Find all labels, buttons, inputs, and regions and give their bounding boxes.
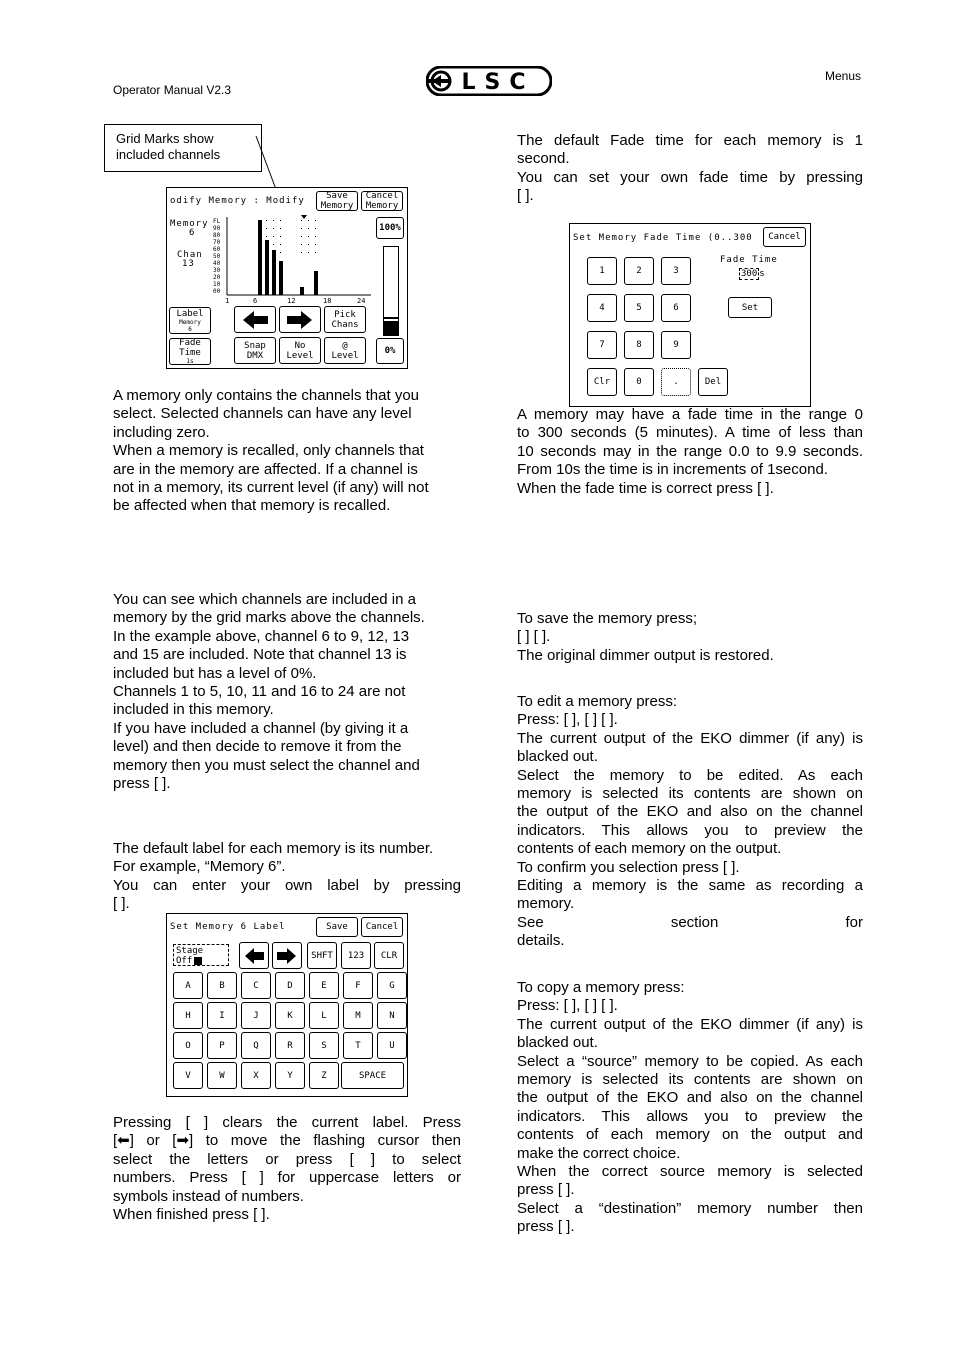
cancel-button[interactable]: Cancel xyxy=(361,917,403,937)
scale-label: 30 xyxy=(213,267,221,274)
chan-label: Chan xyxy=(177,250,203,260)
keypad-point[interactable]: . xyxy=(661,368,691,396)
scale-label: 80 xyxy=(213,232,221,239)
modify-memory-screen xyxy=(166,187,408,369)
grid-mark xyxy=(315,252,316,253)
grid-mark xyxy=(315,236,316,237)
key-j[interactable]: J xyxy=(241,1002,271,1029)
fade-time-screen xyxy=(569,223,811,407)
manual-version: Operator Manual V2.3 xyxy=(113,83,232,97)
grid-mark xyxy=(266,228,267,229)
callout-line: included channels xyxy=(116,147,221,162)
default-label-paragraph: The default label for each memory is its number. For example, “Memory 6”. You can enter your own label by pressing [ ]. xyxy=(113,840,461,913)
copy-memory-paragraph: To copy a memory press: Press: [ ], [ ] [ ]. The current output of the EKO dimmer (if any) is blacked out. Select a “source” memory to be copied. As each memory is selected its contents are shown on the output of the EKO and also on the channel indicators. This allows you to preview the contents of each memory on the output and make the correct choice. When the correct source memory is selected press [ ]. Select a “destination” memory number then press [ ]. xyxy=(517,979,863,1236)
edit-memory-paragraph: To edit a memory press: Press: [ ], [ ] [ ]. The current output of the EKO dimmer (if any) is blacked out. Select the memory to be edited. As each memory is selected its contents are shown on the output of the EKO and also on the channel indicators. This allows you to preview the contents of each memory on the output. To confirm you selection press [ ]. Editing a memory is the same as recording a memory. See section for details. xyxy=(517,693,863,950)
grid-mark xyxy=(301,252,302,253)
grid-mark xyxy=(315,244,316,245)
scale-label: 40 xyxy=(213,260,221,267)
keypad-9[interactable]: 9 xyxy=(661,331,691,359)
key-h[interactable]: H xyxy=(173,1002,203,1029)
keypad-1[interactable]: 1 xyxy=(587,257,617,285)
save-button[interactable]: Save xyxy=(316,917,358,937)
channel-bar xyxy=(300,287,304,295)
channel-bar-graph xyxy=(225,214,375,300)
cursor-right-button[interactable] xyxy=(272,942,302,969)
key-r[interactable]: R xyxy=(275,1032,305,1059)
keypad-2[interactable]: 2 xyxy=(624,257,654,285)
scale-label: FL xyxy=(213,218,221,225)
keypad-7[interactable]: 7 xyxy=(587,331,617,359)
save-memory-paragraph: To save the memory press; [ ] [ ]. The original dimmer output is restored. xyxy=(517,610,774,664)
svg-text:LSC: LSC xyxy=(461,70,535,95)
key-e[interactable]: E xyxy=(309,972,339,999)
grid-mark xyxy=(273,236,274,237)
key-f[interactable]: F xyxy=(343,972,373,999)
memory-number: 6 xyxy=(189,228,196,238)
memory-channels-paragraph: A memory only contains the channels that you select. Selected channels can have any level including zero. When a memory is recalled, only channels that are in the memory are affected. If a channel is not in a memory, its current level (if any) will not be affected when that memory is recalled. xyxy=(113,387,429,515)
fade-range-paragraph: A memory may have a fade time in the range 0 to 300 seconds (5 minutes). A time of less than 10 seconds may in the range 0.0 to 9.9 seconds. From 10s the time is in increments of 1second. When the fade time is correct press [ ]. xyxy=(517,406,863,497)
key-a[interactable]: A xyxy=(173,972,203,999)
grid-mark xyxy=(259,228,260,229)
key-p[interactable]: P xyxy=(207,1032,237,1059)
keypad-5[interactable]: 5 xyxy=(624,294,654,322)
percent-0-button[interactable]: 0% xyxy=(376,338,404,364)
key-n[interactable]: N xyxy=(377,1002,407,1029)
pick-chans-button[interactable]: Pick Chans xyxy=(324,306,366,333)
key-u[interactable]: U xyxy=(377,1032,407,1059)
key-m[interactable]: M xyxy=(343,1002,373,1029)
channel-bar xyxy=(314,271,318,295)
grid-mark xyxy=(301,236,302,237)
grid-mark xyxy=(266,244,267,245)
right-arrow-button[interactable] xyxy=(279,306,321,333)
grid-mark xyxy=(315,228,316,229)
grid-mark xyxy=(273,244,274,245)
arrow-left-icon xyxy=(243,947,265,965)
key-g[interactable]: G xyxy=(377,972,407,999)
key-z[interactable]: Z xyxy=(309,1062,339,1089)
screen-title: Set Memory 6 Label xyxy=(170,922,286,932)
text-cursor xyxy=(194,957,202,965)
cancel-button[interactable]: Cancel xyxy=(763,227,806,247)
scale-label: 20 xyxy=(213,274,221,281)
callout-line: Grid Marks show xyxy=(116,131,214,146)
keypad-4[interactable]: 4 xyxy=(587,294,617,322)
key-c[interactable]: C xyxy=(241,972,271,999)
label-editing-paragraph: Pressing [ ] clears the current label. Press [⬅] or [➡] to move the flashing cursor then select the letters or press [ ] to select numbers. Press [ ] for uppercase letters or symbols instead of numbers. When finished press [ ]. xyxy=(113,1114,461,1224)
channel-tick-label: 24 xyxy=(357,297,366,305)
grid-mark xyxy=(301,220,302,221)
key-t[interactable]: T xyxy=(343,1032,373,1059)
key-y[interactable]: Y xyxy=(275,1062,305,1089)
numbers-key[interactable]: 123 xyxy=(341,942,371,969)
label-input[interactable]: Stage Off xyxy=(173,944,229,966)
keypad-0[interactable]: 0 xyxy=(624,368,654,396)
grid-mark xyxy=(308,252,309,253)
snap-dmx-button[interactable]: Snap DMX xyxy=(234,337,276,364)
grid-mark xyxy=(259,252,260,253)
cancel-memory-button[interactable]: Cancel Memory xyxy=(361,191,403,211)
arrow-right-icon xyxy=(276,947,298,965)
keypad-del[interactable]: Del xyxy=(698,368,728,396)
channel-tick-label: 1 xyxy=(225,297,230,305)
key-d[interactable]: D xyxy=(275,972,305,999)
channel-bar xyxy=(272,250,276,295)
scale-label: 00 xyxy=(213,288,221,295)
grid-mark xyxy=(266,252,267,253)
grid-mark xyxy=(308,228,309,229)
channel-tick-label: 6 xyxy=(253,297,258,305)
grid-mark xyxy=(315,220,316,221)
scale-label: 60 xyxy=(213,246,221,253)
save-memory-button[interactable]: Save Memory xyxy=(316,191,358,211)
scale-label: 10 xyxy=(213,281,221,288)
keypad-clr[interactable]: Clr xyxy=(587,368,617,396)
key-k[interactable]: K xyxy=(275,1002,305,1029)
keypad-8[interactable]: 8 xyxy=(624,331,654,359)
channel-bar xyxy=(279,261,283,295)
scale-label: 50 xyxy=(213,253,221,260)
grid-mark xyxy=(266,236,267,237)
key-v[interactable]: V xyxy=(173,1062,203,1089)
fade-time-value: 300 xyxy=(741,269,758,279)
space-key[interactable]: SPACE xyxy=(341,1062,404,1089)
grid-mark xyxy=(273,252,274,253)
left-arrow-button[interactable] xyxy=(234,306,276,333)
channel-bar xyxy=(265,240,269,295)
grid-mark xyxy=(280,252,281,253)
grid-mark xyxy=(301,244,302,245)
set-label-screen xyxy=(166,913,408,1097)
grid-mark xyxy=(273,228,274,229)
memory-label: Memory xyxy=(170,219,209,229)
grid-mark xyxy=(308,220,309,221)
section-title: Menus xyxy=(825,69,862,83)
key-o[interactable]: O xyxy=(173,1032,203,1059)
level-scale xyxy=(213,218,220,295)
grid-mark xyxy=(308,244,309,245)
fade-time-field[interactable] xyxy=(739,269,765,279)
key-s[interactable]: S xyxy=(309,1032,339,1059)
level-fader[interactable] xyxy=(383,246,399,336)
arrow-right-icon xyxy=(285,309,315,331)
clear-key[interactable]: CLR xyxy=(374,942,404,969)
default-fade-paragraph: The default Fade time for each memory is 1 second. You can set your own fade time by pressing [ ]. xyxy=(517,132,863,205)
grid-mark xyxy=(273,220,274,221)
keypad-3[interactable]: 3 xyxy=(661,257,691,285)
shift-key[interactable]: SHFT xyxy=(307,942,337,969)
cursor-left-button[interactable] xyxy=(239,942,269,969)
grid-mark xyxy=(259,220,260,221)
grid-mark xyxy=(280,236,281,237)
percent-100-button[interactable]: 100% xyxy=(376,217,404,239)
chan-number: 13 xyxy=(182,259,195,269)
key-b[interactable]: B xyxy=(207,972,237,999)
no-level-button[interactable]: No Level xyxy=(279,337,321,364)
grid-mark xyxy=(301,228,302,229)
grid-marks-callout xyxy=(104,124,262,172)
arrow-left-icon xyxy=(240,309,270,331)
key-w[interactable]: W xyxy=(207,1062,237,1089)
grid-mark xyxy=(259,236,260,237)
key-x[interactable]: X xyxy=(241,1062,271,1089)
fade-time-label: Fade Time xyxy=(720,255,778,265)
scale-label: 90 xyxy=(213,225,221,232)
grid-mark xyxy=(266,220,267,221)
grid-mark xyxy=(259,244,260,245)
channel-tick-label: 12 xyxy=(287,297,296,305)
lsc-logo xyxy=(426,66,552,96)
key-i[interactable]: I xyxy=(207,1002,237,1029)
fade-time-unit: s xyxy=(759,269,765,279)
channel-tick-label: 18 xyxy=(323,297,332,305)
fade-time-button[interactable]: Fade Time 1s xyxy=(169,338,211,365)
grid-mark xyxy=(280,220,281,221)
grid-mark xyxy=(308,236,309,237)
set-button[interactable]: Set xyxy=(728,297,772,318)
screen-title: Set Memory Fade Time (0..300 xyxy=(573,233,753,243)
grid-marks-paragraph: You can see which channels are included in a memory by the grid marks above the channels. In the example above, channel 6 to 9, 12, 13 and 15 are included. Note that channel 13 is included but has a level of 0%. Channels 1 to 5, 10, 11 and 16 to 24 are not included in this memory. If you have included a channel (by giving it a level) and then decide to remove it from the memory then you must select the channel and press [ ]. xyxy=(113,591,425,793)
screen-title: odify Memory : Modify xyxy=(170,196,305,206)
grid-mark xyxy=(280,228,281,229)
label-memory-button[interactable]: Label Memory 6 xyxy=(169,307,211,334)
key-l[interactable]: L xyxy=(309,1002,339,1029)
keypad-6[interactable]: 6 xyxy=(661,294,691,322)
scale-label: 70 xyxy=(213,239,221,246)
grid-mark xyxy=(280,244,281,245)
channel-bar xyxy=(258,220,262,295)
at-level-button[interactable]: @ Level xyxy=(324,337,366,364)
key-q[interactable]: Q xyxy=(241,1032,271,1059)
